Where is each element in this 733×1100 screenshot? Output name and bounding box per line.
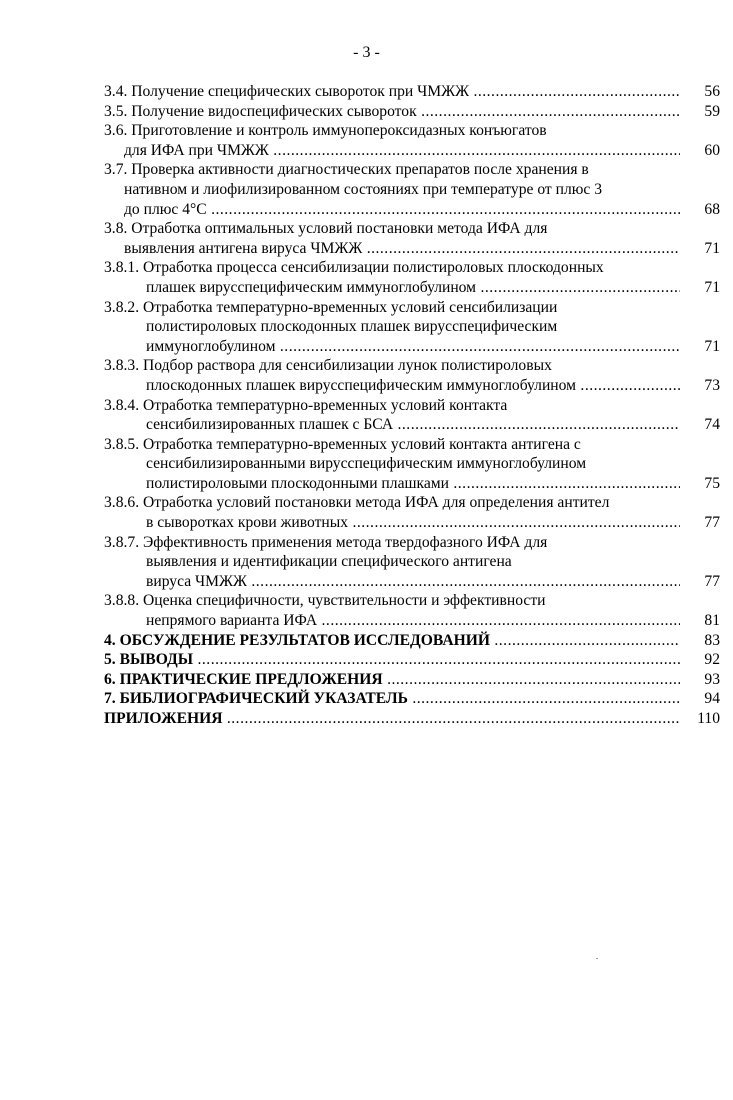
- table-of-contents: [104, 82, 720, 729]
- toc-entry-text: 5. ВЫВОДЫ .....: [104, 651, 720, 668]
- toc-page-number: 74: [680, 415, 720, 435]
- toc-entry-text: в сыворотках крови животных .....: [146, 514, 720, 531]
- toc-page-number: 83: [680, 631, 720, 651]
- toc-page-number: 71: [680, 337, 720, 357]
- toc-entry-text: 3.8.6. Отработка условий постановки метода ИФА для определения антител: [104, 494, 610, 512]
- toc-page-number: 56: [680, 82, 720, 102]
- toc-entry-text: 7. БИБЛИОГРАФИЧЕСКИЙ УКАЗАТЕЛЬ .....: [104, 690, 720, 707]
- toc-entry-line: [104, 552, 720, 572]
- toc-entry-text: выявления и идентификации специфического антигена: [146, 553, 512, 571]
- scan-speck: [596, 958, 598, 959]
- toc-entry-line: [104, 454, 720, 474]
- toc-entry-last-line: [104, 689, 720, 709]
- toc-entry: [104, 102, 720, 122]
- toc-entry-last-line: [104, 670, 720, 690]
- toc-page-number: 94: [680, 689, 720, 709]
- toc-entry-text: 3.8.7. Эффективность применения метода твердофазного ИФА для: [104, 533, 548, 551]
- toc-entry-line: [104, 258, 720, 278]
- toc-entry-line: [104, 219, 720, 239]
- toc-entry-last-line: [104, 513, 720, 533]
- toc-page-number: 73: [680, 376, 720, 396]
- toc-entry: [104, 591, 720, 630]
- toc-entry: [104, 493, 720, 532]
- toc-entry-last-line: [104, 376, 720, 396]
- toc-entry: [104, 670, 720, 690]
- toc-entry-last-line: [104, 611, 720, 631]
- toc-entry-last-line: [104, 141, 720, 161]
- toc-entry: [104, 258, 720, 297]
- toc-page-number: 71: [680, 239, 720, 259]
- toc-entry-text: 3.8.8. Оценка специфичности, чувствительности и эффективности: [104, 592, 546, 610]
- toc-entry-line: [104, 180, 720, 200]
- toc-entry-text: сенсибилизированных плашек с БСА .....: [146, 416, 720, 433]
- toc-page-number: 81: [680, 611, 720, 631]
- toc-entry-text: непрямого варианта ИФА .....: [146, 612, 720, 629]
- toc-page-number: 68: [680, 200, 720, 220]
- toc-entry-line: [104, 121, 720, 141]
- toc-page-number: 77: [680, 572, 720, 592]
- toc-entry-last-line: [104, 631, 720, 651]
- toc-entry: [104, 121, 720, 160]
- toc-entry: [104, 298, 720, 357]
- toc-entry-text: 3.8.2. Отработка температурно-временных условий сенсибилизации: [104, 298, 558, 316]
- toc-page-number: 92: [680, 650, 720, 670]
- toc-entry-line: [104, 298, 720, 318]
- toc-entry-text: вируса ЧМЖЖ .....: [146, 573, 720, 590]
- toc-entry: [104, 219, 720, 258]
- toc-entry-line: [104, 396, 720, 416]
- toc-entry-line: [104, 160, 720, 180]
- toc-entry: [104, 533, 720, 592]
- toc-entry-text: сенсибилизированными вирусспецифическим иммуноглобулином: [146, 455, 587, 473]
- toc-page-number: 77: [680, 513, 720, 533]
- toc-entry-text: до плюс 4°С .....: [124, 201, 720, 218]
- toc-entry-text: 4. ОБСУЖДЕНИЕ РЕЗУЛЬТАТОВ ИССЛЕДОВАНИЙ .....: [104, 632, 720, 649]
- toc-entry-line: [104, 317, 720, 337]
- toc-entry-last-line: [104, 102, 720, 122]
- toc-entry-line: [104, 356, 720, 376]
- toc-entry-line: [104, 591, 720, 611]
- toc-entry-text: плоскодонных плашек вирусспецифическим иммуноглобулином .....: [146, 377, 720, 394]
- toc-page-number: 110: [680, 709, 720, 729]
- toc-entry-last-line: [104, 650, 720, 670]
- toc-entry-text: для ИФА при ЧМЖЖ .....: [124, 142, 720, 159]
- toc-entry-text: ПРИЛОЖЕНИЯ .....: [104, 710, 720, 727]
- toc-entry-line: [104, 435, 720, 455]
- toc-entry-text: выявления антигена вируса ЧМЖЖ .....: [124, 240, 720, 257]
- toc-entry: [104, 396, 720, 435]
- toc-entry: [104, 631, 720, 651]
- toc-entry-last-line: [104, 415, 720, 435]
- toc-entry-last-line: [104, 474, 720, 494]
- toc-entry-text: 3.5. Получение видоспецифических сывороток .....: [104, 103, 720, 120]
- toc-entry: [104, 435, 720, 494]
- toc-entry-text: 3.8. Отработка оптимальных условий постановки метода ИФА для: [104, 220, 548, 238]
- toc-page-number: 75: [680, 474, 720, 494]
- toc-page-number: 59: [680, 102, 720, 122]
- toc-page-number: 93: [680, 670, 720, 690]
- toc-entry-text: полистироловых плоскодонных плашек вирусспецифическим: [146, 318, 558, 336]
- page-number: - 3 -: [353, 44, 380, 61]
- toc-entry-text: нативном и лиофилизированном состояниях при температуре от плюс 3: [124, 180, 603, 198]
- toc-entry-text: 3.8.1. Отработка процесса сенсибилизации полистироловых плоскодонных: [104, 259, 604, 277]
- toc-entry-last-line: [104, 82, 720, 102]
- toc-entry-text: 3.4. Получение специфических сывороток при ЧМЖЖ .....: [104, 83, 720, 100]
- toc-entry: [104, 160, 720, 219]
- toc-entry: [104, 82, 720, 102]
- toc-entry-text: 3.7. Проверка активности диагностических препаратов после хранения в: [104, 161, 589, 179]
- toc-entry-text: плашек вирусспецифическим иммуноглобулином .....: [146, 279, 720, 296]
- toc-page-number: 71: [680, 278, 720, 298]
- toc-entry: [104, 709, 720, 729]
- toc-entry-last-line: [104, 337, 720, 357]
- toc-entry-last-line: [104, 709, 720, 729]
- toc-entry-last-line: [104, 572, 720, 592]
- toc-entry-text: 3.6. Приготовление и контроль иммунопероксидазных конъюгатов: [104, 122, 547, 140]
- toc-entry-text: полистироловыми плоскодонными плашками .....: [146, 475, 720, 492]
- toc-entry-text: иммуноглобулином .....: [146, 338, 720, 355]
- toc-entry: [104, 689, 720, 709]
- toc-entry-line: [104, 533, 720, 553]
- toc-entry-text: 6. ПРАКТИЧЕСКИЕ ПРЕДЛОЖЕНИЯ .....: [104, 671, 720, 688]
- toc-entry-text: 3.8.4. Отработка температурно-временных условий контакта: [104, 396, 508, 414]
- toc-entry-line: [104, 493, 720, 513]
- toc-page-number: 60: [680, 141, 720, 161]
- toc-entry: [104, 356, 720, 395]
- toc-entry-last-line: [104, 239, 720, 259]
- toc-entry: [104, 650, 720, 670]
- toc-entry-text: 3.8.5. Отработка температурно-временных условий контакта антигена с: [104, 435, 581, 453]
- toc-entry-text: 3.8.3. Подбор раствора для сенсибилизации лунок полистироловых: [104, 357, 552, 375]
- toc-entry-last-line: [104, 278, 720, 298]
- toc-entry-last-line: [104, 200, 720, 220]
